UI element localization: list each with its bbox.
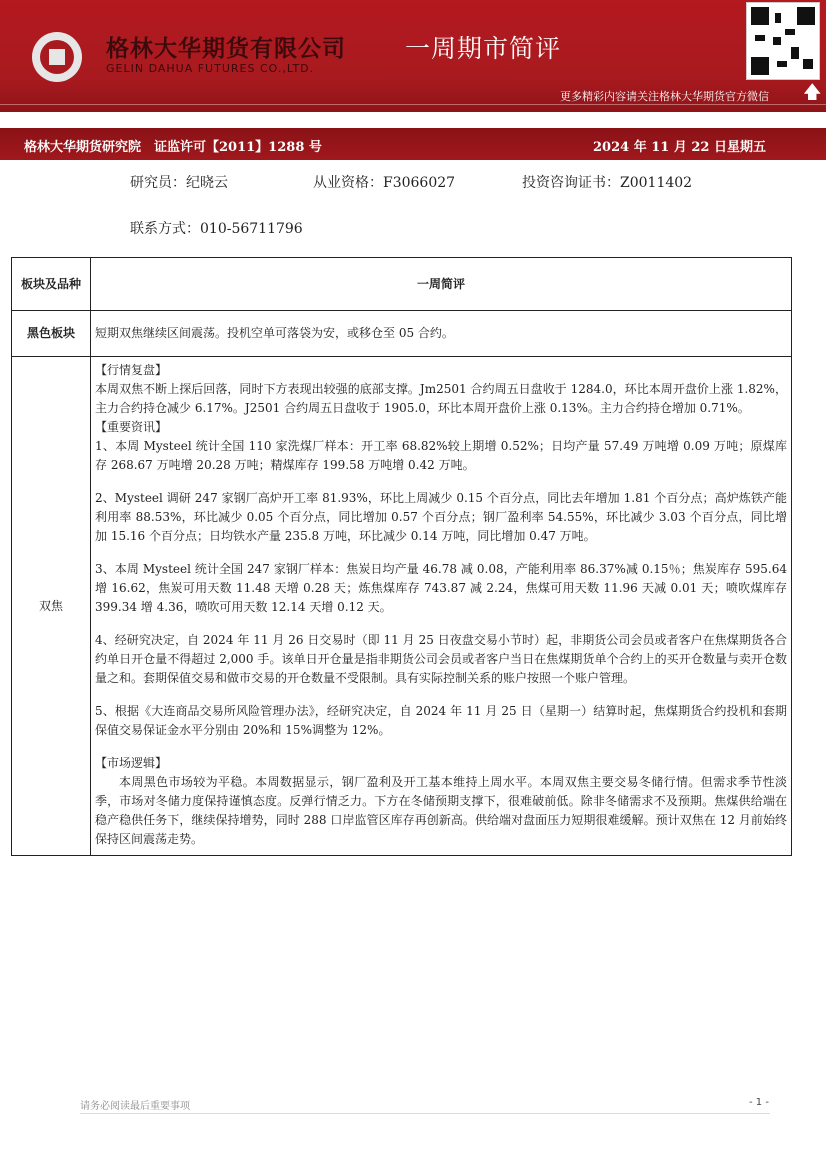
researcher-contact: 联系方式：010-56711796 bbox=[130, 221, 303, 237]
follow-wechat-text: 更多精彩内容请关注格林大华期货官方微信 bbox=[560, 90, 769, 103]
review-text: 本周双焦不断上探后回落，同时下方表现出较强的底部支撑。Jm2501 合约周五日盘收于 1284.0，环比本周开盘价上涨 1.82%，主力合约持仓减少 6.17%。J2501 合约周五日盘收于 1905.0，环比本周开盘价上涨 0.13%。主力合约持仓增加 0.71%。 bbox=[95, 382, 787, 415]
researcher-name: 研究员：纪晓云 bbox=[130, 175, 228, 191]
company-logo-center bbox=[49, 49, 65, 65]
review-heading: 【行情复盘】 bbox=[95, 363, 168, 377]
institute-license: 格林大华期货研究院 证监许可【2011】1288 号 bbox=[24, 140, 322, 155]
arrow-up-icon: 🡅 bbox=[803, 82, 822, 103]
sector-name: 黑色板块 bbox=[12, 311, 91, 357]
news-item: 4、经研究决定，自 2024 年 11 月 26 日交易时（即 11 月 25 日夜盘交易小节时）起，非期货公司会员或者客户在焦煤期货各合约单日开仓量不得超过 2,000 手。该单日开仓量是指非期货公司会员或者客户当日在焦煤期货单个合约上的买开仓数量与卖开仓数量之和。套期保值交易和做市交易的开仓数量不受限制。具有实际控制关系的账户按照一个账户管理。 bbox=[95, 633, 787, 685]
news-item: 2、Mysteel 调研 247 家钢厂高炉开工率 81.93%，环比上周减少 0.15 个百分点，同比去年增加 1.81 个百分点；高炉炼铁产能利用率 88.53%，环比减少 0.05 个百分点，同比增加 0.57 个百分点；钢厂盈利率 54.55%，环比减少 3.03 个百分点，同比增加 15.16 个百分点；日均铁水产量 235.8 万吨，环比减少 0.14 万吨，同比增加 0.47 万吨。 bbox=[95, 491, 787, 543]
company-name-cn: 格林大华期货有限公司 bbox=[106, 36, 346, 62]
variety-detail bbox=[91, 357, 792, 856]
sector-summary: 短期双焦继续区间震荡。投机空单可落袋为安，或移仓至 05 合约。 bbox=[91, 311, 792, 357]
qr-code-icon bbox=[746, 2, 820, 80]
report-date: 2024 年 11 月 22 日星期五 bbox=[593, 140, 766, 155]
page-number: - 1 - bbox=[749, 1097, 769, 1108]
researcher-certificate: 投资咨询证书：Z0011402 bbox=[522, 175, 693, 191]
variety-name: 双焦 bbox=[12, 357, 91, 856]
table-header-row bbox=[12, 258, 792, 311]
report-header bbox=[0, 0, 826, 112]
footer-divider bbox=[80, 1113, 770, 1114]
logic-heading: 【市场逻辑】 bbox=[95, 756, 168, 770]
news-heading: 【重要资讯】 bbox=[95, 420, 168, 434]
news-item: 5、根据《大连商品交易所风险管理办法》，经研究决定，自 2024 年 11 月 25 日（星期一）结算时起，焦煤期货合约投机和套期保值交易保证金水平分别由 20%和 15%调整为 12%。 bbox=[95, 704, 787, 737]
news-item: 3、本周 Mysteel 统计全国 247 家钢厂样本：焦炭日均产量 46.78 减 0.08，产能利用率 86.37%减 0.15％；焦炭库存 595.64 增 16.62，焦炭可用天数 11.48 天增 0.28 天；炼焦煤库存 743.87 减 2.24，焦煤可用天数 11.96 天减 0.01 天；喷吹煤库存 399.34 增 4.36，喷吹可用天数 12.14 天增 0.12 天。 bbox=[95, 562, 787, 614]
table-row bbox=[12, 311, 792, 357]
review-table bbox=[11, 257, 792, 856]
header-weekly-review: 一周简评 bbox=[91, 258, 792, 311]
company-name-en: GELIN DAHUA FUTURES CO.,LTD. bbox=[106, 62, 315, 75]
report-title: 一周期市简评 bbox=[405, 34, 562, 63]
news-item: 1、本周 Mysteel 统计全国 110 家洗煤厂样本：开工率 68.82%较上期增 0.52%；日均产量 57.49 万吨增 0.09 万吨；原煤库存 268.67 万吨增 20.28 万吨；精煤库存 199.58 万吨增 0.42 万吨。 bbox=[95, 439, 787, 472]
footer-disclaimer-note: 请务必阅读最后重要事项 bbox=[80, 1101, 190, 1112]
info-bar bbox=[0, 128, 826, 160]
header-sector-variety: 板块及品种 bbox=[12, 258, 91, 311]
header-divider bbox=[0, 104, 826, 105]
researcher-qualification: 从业资格：F3066027 bbox=[313, 175, 456, 191]
table-row bbox=[12, 357, 792, 856]
logic-text: 本周黑色市场较为平稳。本周数据显示，钢厂盈利及开工基本维持上周水平。本周双焦主要交易冬储行情。但需求季节性淡季，市场对冬储力度保持谨慎态度。反弹行情乏力。下方在冬储预期支撑下，很难破前低。除非冬储需求不及预期。焦煤供给端在稳产稳供任务下，继续保持增势，同时 288 口岸监管区库存再创新高。供给端对盘面压力短期很难缓解。预计双焦在 12 月前始终保持区间震荡走势。 bbox=[95, 775, 787, 846]
